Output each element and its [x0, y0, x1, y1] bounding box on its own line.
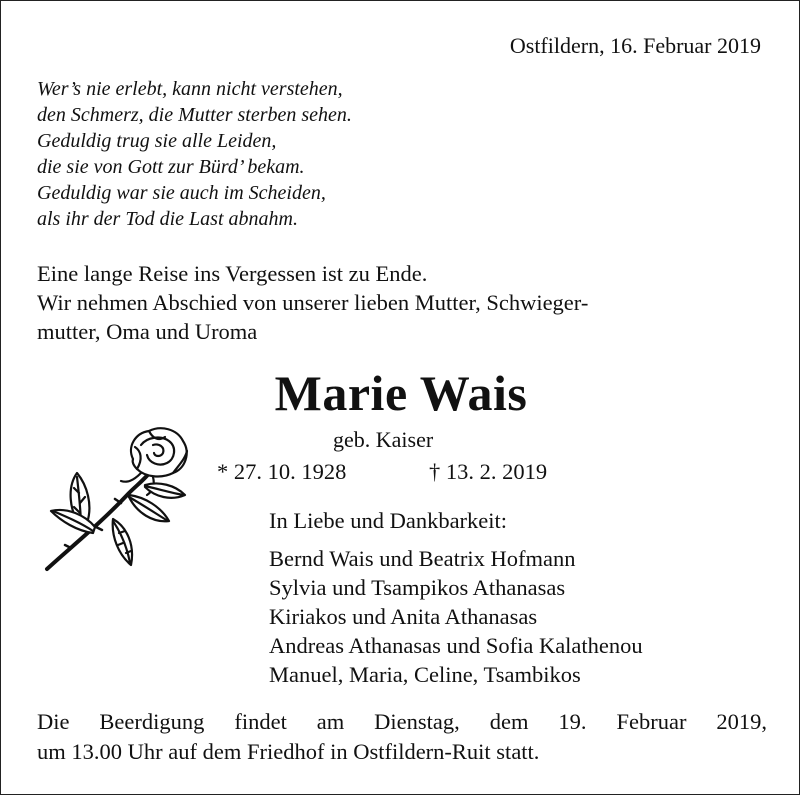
- mourner-line: Bernd Wais und Beatrix Hofmann: [269, 546, 576, 571]
- intro-line: mutter, Oma und Uroma: [37, 319, 258, 344]
- birth-date: * 27. 10. 1928: [217, 459, 347, 484]
- funeral-line: um 13.00 Uhr auf dem Friedhof in Ostfildern-Ruit statt.: [37, 739, 540, 764]
- poem: [37, 76, 352, 232]
- intro-line: Eine lange Reise ins Vergessen ist zu Ende.: [37, 261, 428, 286]
- mourner-line: Sylvia und Tsampikos Athanasas: [269, 575, 566, 600]
- deceased-name: Marie Wais: [274, 365, 528, 421]
- funeral-info: [37, 707, 767, 767]
- mourners: [269, 506, 643, 689]
- funeral-line: Die Beerdigung findet am Dienstag, dem 19. Februar 2019,: [37, 709, 767, 734]
- intro-line: Wir nehmen Abschied von unserer lieben Mutter, Schwieger-: [37, 290, 589, 315]
- mourner-line: Kiriakos und Anita Athanasas: [269, 604, 538, 629]
- poem-line: Wer’s nie erlebt, kann nicht verstehen,: [37, 78, 343, 100]
- poem-line: Geduldig war sie auch im Scheiden,: [37, 182, 326, 204]
- mourner-line: Andreas Athanasas und Sofia Kalathenou: [269, 633, 643, 658]
- maiden-name: geb. Kaiser: [333, 427, 434, 452]
- mourner-line: Manuel, Maria, Celine, Tsambikos: [269, 662, 581, 687]
- poem-line: die sie von Gott zur Bürd’ bekam.: [37, 156, 305, 178]
- poem-line: als ihr der Tod die Last abnahm.: [37, 208, 298, 230]
- mourners-heading: In Liebe und Dankbarkeit:: [269, 508, 508, 533]
- rose-icon: [41, 423, 191, 573]
- poem-line: Geduldig trug sie alle Leiden,: [37, 130, 277, 152]
- poem-line: den Schmerz, die Mutter sterben sehen.: [37, 104, 352, 126]
- death-date: † 13. 2. 2019: [429, 459, 548, 484]
- intro-text: [37, 259, 767, 346]
- place-date: Ostfildern, 16. Februar 2019: [509, 33, 761, 58]
